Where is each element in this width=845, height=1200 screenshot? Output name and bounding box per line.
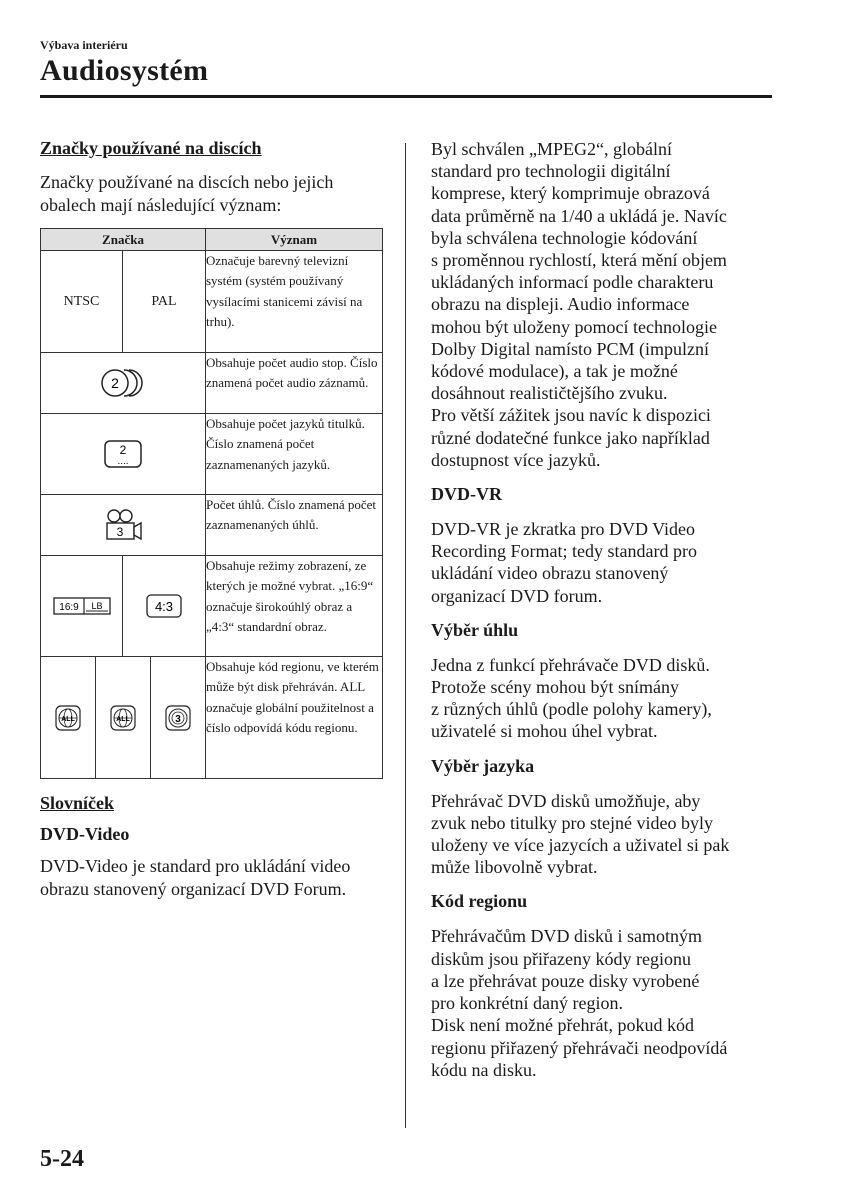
svg-text:....: .... bbox=[117, 456, 129, 467]
dvd-vr-paragraph bbox=[431, 518, 771, 607]
table-row bbox=[41, 251, 383, 353]
column-divider bbox=[405, 143, 406, 1128]
text-line: zvuk nebo titulky pro stejné video byly bbox=[431, 812, 713, 833]
text-line: Jedna z funkcí přehrávače DVD disků. bbox=[431, 654, 710, 675]
meaning-cell: Obsahuje kód regionu, ve kterém může být disk přehráván. ALL označuje globální použitelnost a číslo odpovídá kódu regionu. bbox=[206, 657, 383, 779]
text-line: Pro větší zážitek jsou navíc k dispozici bbox=[431, 405, 711, 426]
right-column bbox=[431, 138, 771, 1081]
text-line: DVD-VR je zkratka pro DVD Video bbox=[431, 519, 696, 540]
ntsc-label: NTSC bbox=[41, 251, 123, 353]
meaning-cell: Obsahuje počet audio stop. Číslo znamená počet audio záznamů. bbox=[206, 353, 383, 414]
angle-heading: Výběr úhlu bbox=[431, 619, 519, 640]
text-line: ukládaných informací podle charakteru bbox=[431, 272, 714, 293]
column-header-meaning: Význam bbox=[206, 229, 383, 251]
standard-ratio-label: 4:3 bbox=[154, 599, 174, 614]
region-code-icon bbox=[151, 657, 206, 779]
glossary-heading: Slovníček bbox=[40, 793, 115, 813]
dvd-video-heading: DVD-Video bbox=[40, 824, 130, 844]
text-line: Přehrávač DVD disků umožňuje, aby bbox=[431, 790, 701, 811]
text-line: Přehrávačům DVD disků i samotným bbox=[431, 926, 702, 947]
text-line: kódu na disku. bbox=[431, 1059, 537, 1080]
left-column bbox=[40, 138, 385, 910]
meaning-cell: Obsahuje počet jazyků titulků. Číslo znamená počet zaznamenaných jazyků. bbox=[206, 414, 383, 495]
widescreen-label: 16:9 bbox=[58, 602, 79, 613]
heading-rule bbox=[40, 95, 772, 98]
region-heading: Kód regionu bbox=[431, 891, 528, 912]
language-paragraph bbox=[431, 790, 771, 879]
page-title: Audiosystém bbox=[40, 54, 209, 87]
column-header-mark: Značka bbox=[41, 229, 206, 251]
dvd-vr-heading: DVD-VR bbox=[431, 484, 502, 505]
text-line: Protože scény mohou být snímány bbox=[431, 677, 679, 698]
dvd-video-text: DVD-Video je standard pro ukládání video obrazu stanovený organizací DVD Forum. bbox=[40, 856, 351, 899]
table-header-row bbox=[41, 229, 383, 251]
standard-ratio-icon bbox=[123, 556, 206, 657]
text-line: Recording Format; tedy standard pro bbox=[431, 541, 697, 562]
text-line: uživatelé si mohou úhel vybrat. bbox=[431, 721, 658, 742]
text-line: s proměnnou rychlostí, která mění objem bbox=[431, 250, 727, 271]
marks-intro: Značky používané na discích nebo jejich obalech mají následující význam: bbox=[40, 172, 334, 215]
language-heading: Výběr jazyka bbox=[431, 755, 535, 776]
text-line: pro konkrétní daný region. bbox=[431, 993, 623, 1014]
text-line: obrazu na displeji. Audio informace bbox=[431, 294, 690, 315]
table-row bbox=[41, 495, 383, 556]
text-line: Byl schválen „MPEG2“, globální bbox=[431, 139, 672, 159]
meaning-cell: Označuje barevný televizní systém (systém používaný vysílacími stanicemi závisí na trhu). bbox=[206, 251, 383, 353]
text-line: standard pro technologii digitální bbox=[431, 161, 671, 182]
text-line: z různých úhlů (podle polohy kamery), bbox=[431, 699, 712, 720]
widescreen-icon bbox=[41, 556, 123, 657]
table-row bbox=[41, 414, 383, 495]
text-line: organizací DVD forum. bbox=[431, 585, 603, 606]
audio-tracks-count: 2 bbox=[111, 375, 119, 391]
text-line: data průměrně na 1/40 a ukládá je. Navíc bbox=[431, 205, 727, 226]
pal-label: PAL bbox=[123, 251, 206, 353]
text-line: mohou být uloženy pomocí technologie bbox=[431, 316, 717, 337]
subtitles-icon bbox=[41, 414, 206, 495]
text-line: uloženy ve více jazycích a uživatel si pak bbox=[431, 835, 730, 856]
text-line: a lze přehrávat pouze disky vyrobené bbox=[431, 970, 700, 991]
subtitles-count: 2 bbox=[119, 443, 127, 457]
table-row bbox=[41, 556, 383, 657]
region-all-globe-icon bbox=[96, 657, 151, 779]
audio-tracks-icon bbox=[41, 353, 206, 414]
meaning-cell: Obsahuje režimy zobrazení, ze kterých je možné vybrat. „16:9“ označuje širokoúhlý obraz a „4:3“ standardní obraz. bbox=[206, 556, 383, 657]
mpeg-paragraph bbox=[431, 138, 771, 471]
marks-heading: Značky používané na discích bbox=[40, 138, 262, 158]
region-all-label: ALL bbox=[116, 715, 130, 723]
text-line: regionu přiřazený přehrávači neodpovídá bbox=[431, 1037, 728, 1058]
region-all-label: ALL bbox=[61, 715, 75, 723]
text-line: různé dodatečné funkce jako například bbox=[431, 427, 710, 448]
section-label: Výbava interiéru bbox=[40, 38, 128, 52]
angles-count: 3 bbox=[116, 525, 124, 539]
text-line: komprese, který komprimuje obrazová bbox=[431, 183, 710, 204]
text-line: Disk není možné přehrát, pokud kód bbox=[431, 1015, 694, 1036]
letterbox-label: LB bbox=[90, 601, 103, 611]
text-line: diskům jsou přiřazeny kódy regionu bbox=[431, 948, 691, 969]
meaning-cell: Počet úhlů. Číslo znamená počet zaznamenaných úhlů. bbox=[206, 495, 383, 556]
table-row bbox=[41, 657, 383, 779]
text-line: Dolby Digital namísto PCM (impulzní bbox=[431, 338, 709, 359]
text-line: byla schválena technologie kódování bbox=[431, 227, 698, 248]
text-line: může libovolně vybrat. bbox=[431, 857, 598, 878]
text-line: dostupnost více jazyků. bbox=[431, 449, 601, 470]
text-line: ukládání video obrazu stanovený bbox=[431, 563, 669, 584]
region-all-globe-icon bbox=[41, 657, 96, 779]
angle-paragraph bbox=[431, 654, 771, 743]
text-line: kódové modulace), a tak je možné bbox=[431, 361, 678, 382]
region-paragraph bbox=[431, 925, 771, 1080]
region-number-label: 3 bbox=[175, 713, 181, 725]
page-number: 5-24 bbox=[40, 1146, 84, 1172]
camera-angles-icon bbox=[41, 495, 206, 556]
text-line: dosáhnout realističtějšího zvuku. bbox=[431, 383, 668, 404]
disc-marks-table bbox=[40, 228, 383, 779]
table-row bbox=[41, 353, 383, 414]
